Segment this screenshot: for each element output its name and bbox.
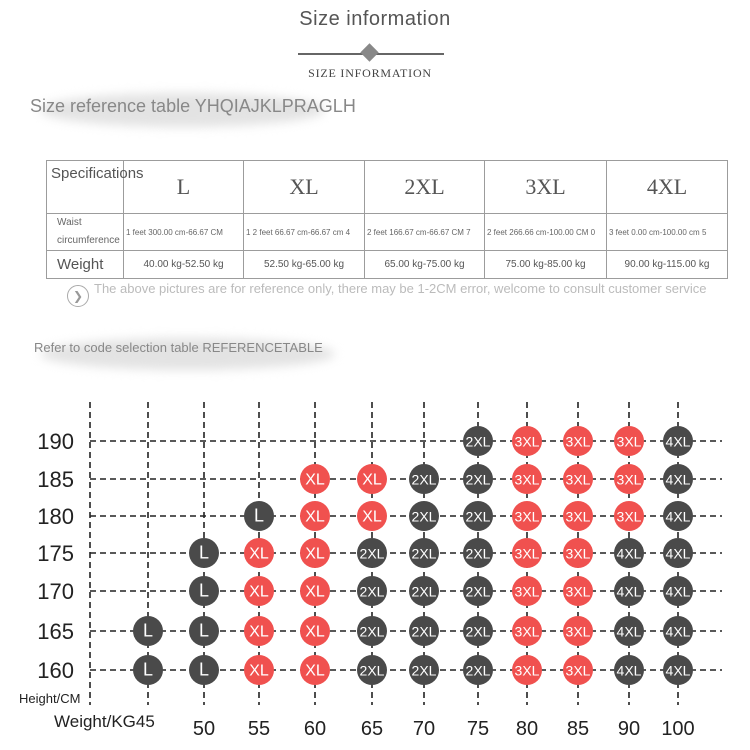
size-marker-label: 3XL (565, 545, 591, 562)
waist-cell: 3 feet 0.00 cm-100.00 cm 5 (607, 214, 728, 251)
size-table-heading: Size reference table YHQIAJKLPRAGLH (30, 96, 356, 116)
weight-label: Weight (47, 251, 124, 279)
size-marker-label: 4XL (616, 623, 642, 640)
size-marker-label: L (198, 620, 210, 641)
size-marker-label: 2XL (465, 433, 491, 450)
size-marker-label: XL (362, 471, 382, 489)
size-marker-label: XL (249, 583, 269, 601)
y-tick-label: 180 (37, 504, 74, 529)
size-marker-label: L (198, 659, 210, 680)
size-marker-label: 3XL (565, 583, 591, 600)
weight-cell: 65.00 kg-75.00 kg (365, 251, 485, 279)
size-marker-label: 3XL (565, 471, 591, 488)
size-marker-label: 2XL (465, 545, 491, 562)
size-marker-label: 2XL (465, 508, 491, 525)
size-marker-label: 3XL (514, 471, 540, 488)
size-marker-label: XL (362, 508, 382, 526)
size-marker-label: 2XL (465, 471, 491, 488)
x-tick-label: 60 (303, 718, 327, 740)
size-marker-label: 3XL (514, 662, 540, 679)
size-header: XL (244, 161, 365, 214)
size-marker-label: XL (305, 662, 325, 680)
table-header-row (47, 161, 728, 214)
chart-heading: Refer to code selection table REFERENCETABLE (34, 340, 323, 355)
size-marker-label: 3XL (514, 433, 540, 450)
waist-cell: 1 2 feet 66.67 cm-66.67 cm 4 (244, 214, 365, 251)
size-marker-label: 4XL (665, 583, 691, 600)
size-marker-label: 4XL (665, 508, 691, 525)
size-marker-label: XL (305, 508, 325, 526)
size-marker-label: 2XL (465, 662, 491, 679)
size-marker-label: L (142, 659, 154, 680)
size-marker-label: XL (249, 623, 269, 641)
size-marker-label: 3XL (565, 662, 591, 679)
size-marker-label: XL (305, 471, 325, 489)
size-marker-label: XL (305, 583, 325, 601)
x-tick-label: 85 (566, 718, 590, 740)
size-marker-label: 4XL (665, 471, 691, 488)
x-axis-label: Weight/KG45 (54, 712, 155, 731)
size-marker-label: L (253, 505, 265, 526)
weight-cell: 40.00 kg-52.50 kg (124, 251, 244, 279)
size-marker-label: 2XL (411, 583, 437, 600)
size-marker-label: 3XL (514, 623, 540, 640)
size-table (46, 160, 728, 279)
y-axis-label: Height/CM (19, 691, 81, 706)
size-marker-label: L (198, 580, 210, 601)
size-marker-label: 2XL (411, 662, 437, 679)
size-header: 3XL (485, 161, 607, 214)
x-tick-label: 50 (192, 718, 216, 740)
waist-cell: 1 feet 300.00 cm-66.67 CM (124, 214, 244, 251)
weight-cell: 90.00 kg-115.00 kg (607, 251, 728, 279)
size-marker-label: 4XL (616, 662, 642, 679)
size-marker-label: 2XL (359, 583, 385, 600)
size-marker-label: 3XL (616, 508, 642, 525)
x-tick-label: 100 (661, 718, 695, 740)
x-tick-label: 65 (360, 718, 384, 740)
size-marker-label: XL (305, 623, 325, 641)
page-subtitle: SIZE INFORMATION (308, 66, 432, 80)
size-chart (0, 390, 750, 750)
size-marker-label: 4XL (616, 583, 642, 600)
page-title: Size information (299, 8, 451, 30)
size-marker-label: 2XL (465, 623, 491, 640)
y-tick-label: 190 (37, 429, 74, 454)
waist-label: Waist circumference (47, 214, 124, 251)
size-marker-label: 4XL (665, 433, 691, 450)
x-tick-label: 55 (247, 718, 271, 740)
size-marker-label: 3XL (565, 623, 591, 640)
size-marker-label: 4XL (665, 545, 691, 562)
y-tick-label: 165 (37, 619, 74, 644)
size-marker-label: XL (249, 662, 269, 680)
size-marker-label: 3XL (565, 508, 591, 525)
size-marker-label: 2XL (411, 545, 437, 562)
diamond-icon (360, 43, 378, 61)
size-header: 2XL (365, 161, 485, 214)
size-marker-label: 4XL (665, 662, 691, 679)
size-marker-label: 3XL (616, 471, 642, 488)
x-tick-label: 70 (412, 718, 436, 740)
size-marker-label: 3XL (514, 508, 540, 525)
size-marker-label: 2XL (359, 662, 385, 679)
size-header: L (124, 161, 244, 214)
y-tick-label: 160 (37, 658, 74, 683)
weight-cell: 52.50 kg-65.00 kg (244, 251, 365, 279)
chevron-right-circle-icon: ❯ (67, 285, 89, 307)
size-marker-label: 2XL (411, 508, 437, 525)
size-marker-label: 2XL (359, 623, 385, 640)
size-marker-label: 2XL (411, 623, 437, 640)
size-marker-label: L (198, 542, 210, 563)
weight-cell: 75.00 kg-85.00 kg (485, 251, 607, 279)
size-marker-label: 2XL (465, 583, 491, 600)
y-tick-label: 185 (37, 467, 74, 492)
size-marker-label: XL (305, 545, 325, 563)
size-marker-label: 4XL (665, 623, 691, 640)
x-tick-label: 90 (617, 718, 641, 740)
size-marker-label: 2XL (359, 545, 385, 562)
disclaimer-note: The above pictures are for reference only, there may be 1-2CM error, welcome to consult customer service (94, 281, 707, 296)
x-tick-label: 75 (466, 718, 490, 740)
x-tick-label: 80 (515, 718, 539, 740)
size-marker-label: 3XL (514, 583, 540, 600)
table-row (47, 214, 728, 251)
spec-label: Specifications (47, 161, 124, 214)
y-tick-label: 175 (37, 541, 74, 566)
size-marker-label: 3XL (616, 433, 642, 450)
size-marker-label: 2XL (411, 471, 437, 488)
size-header: 4XL (607, 161, 728, 214)
size-marker-label: 3XL (565, 433, 591, 450)
size-marker-label: XL (249, 545, 269, 563)
y-tick-label: 170 (37, 579, 74, 604)
waist-cell: 2 feet 166.67 cm-66.67 CM 7 (365, 214, 485, 251)
size-marker-label: L (142, 620, 154, 641)
size-marker-label: 3XL (514, 545, 540, 562)
size-marker-label: 4XL (616, 545, 642, 562)
waist-cell: 2 feet 266.66 cm-100.00 CM 0 (485, 214, 607, 251)
table-row (47, 251, 728, 279)
